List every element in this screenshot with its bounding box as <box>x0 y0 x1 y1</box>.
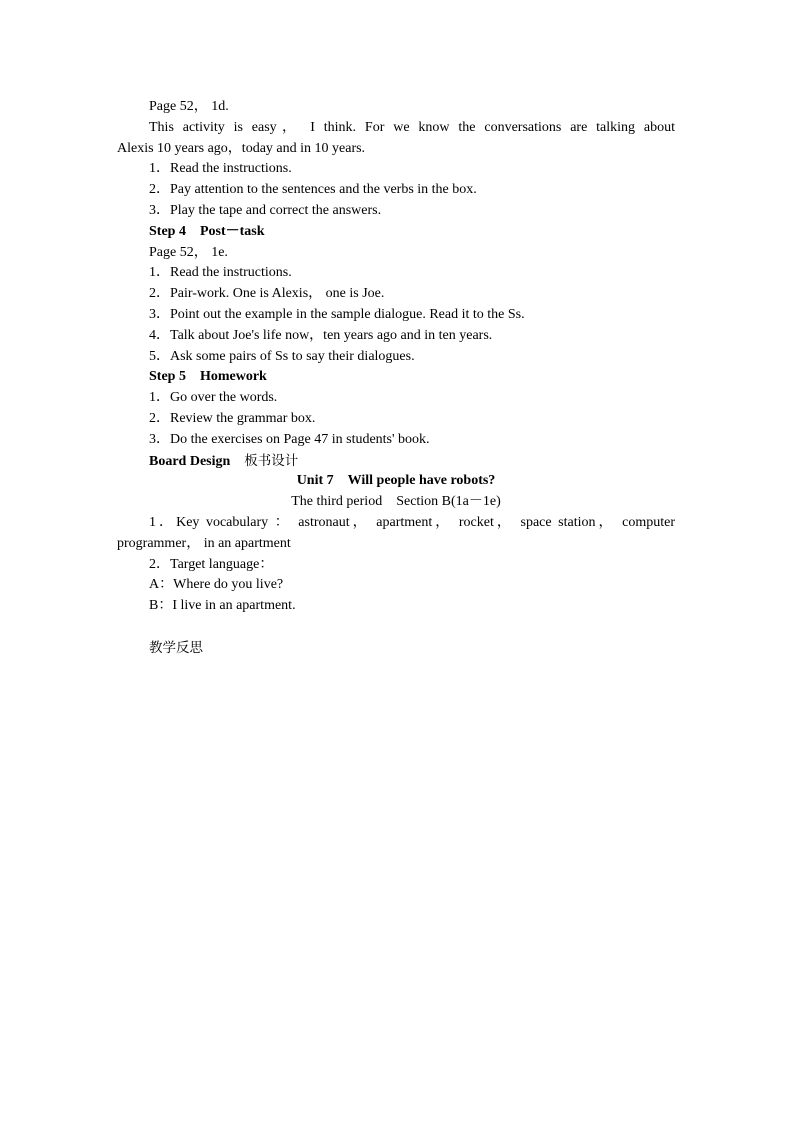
list-item: 2．Pay attention to the sentences and the verbs in the box. <box>149 182 477 198</box>
intro-paragraph-line-2: Alexis 10 years ago，today and in 10 years. <box>117 140 366 156</box>
target-language-label: 2．Target language： <box>149 556 274 572</box>
list-item: 2．Review the grammar box. <box>149 410 316 426</box>
dialogue-line-b: B：I live in an apartment. <box>149 598 296 614</box>
list-item: 2．Pair-work. One is Alexis， one is Joe. <box>149 286 385 302</box>
dialogue-line-a: A：Where do you live? <box>149 577 284 593</box>
board-design-label: Board Design <box>149 453 231 469</box>
key-vocabulary-line-1: 1．Key vocabulary ： astronaut， apartment， rocket， space station， computer <box>149 514 675 530</box>
list-item: 1．Read the instructions. <box>149 265 292 281</box>
page-reference-1e: Page 52， 1e. <box>149 244 228 260</box>
intro-paragraph-line-1: This activity is easy， I think. For we know the conversations are talking about <box>149 119 675 135</box>
list-item: 1．Read the instructions. <box>149 161 292 177</box>
teaching-reflection-heading: 教学反思 <box>149 639 203 656</box>
step-5-heading: Step 5 Homework <box>149 369 267 385</box>
period-subtitle: The third period Section B(1a－1e) <box>291 494 501 510</box>
list-item: 1．Go over the words. <box>149 390 278 406</box>
board-design-label-cn: 板书设计 <box>244 452 299 469</box>
unit-title: Unit 7 Will people have robots? <box>296 473 496 489</box>
list-item: 5．Ask some pairs of Ss to say their dialogues. <box>149 348 415 364</box>
page-reference-1d: Page 52， 1d. <box>149 99 229 114</box>
board-design-heading <box>117 451 675 472</box>
list-item: 4．Talk about Joe's life now，ten years ago and in ten years. <box>149 327 493 343</box>
list-item: 3．Point out the example in the sample dialogue. Read it to the Ss. <box>149 306 525 322</box>
page-content <box>117 97 675 659</box>
key-vocabulary-line-2: programmer， in an apartment <box>117 535 291 551</box>
spacer <box>117 617 675 638</box>
step-4-heading: Step 4 Post－task <box>149 223 265 239</box>
list-item: 3．Play the tape and correct the answers. <box>149 202 382 218</box>
list-item: 3．Do the exercises on Page 47 in students' book. <box>149 431 430 447</box>
